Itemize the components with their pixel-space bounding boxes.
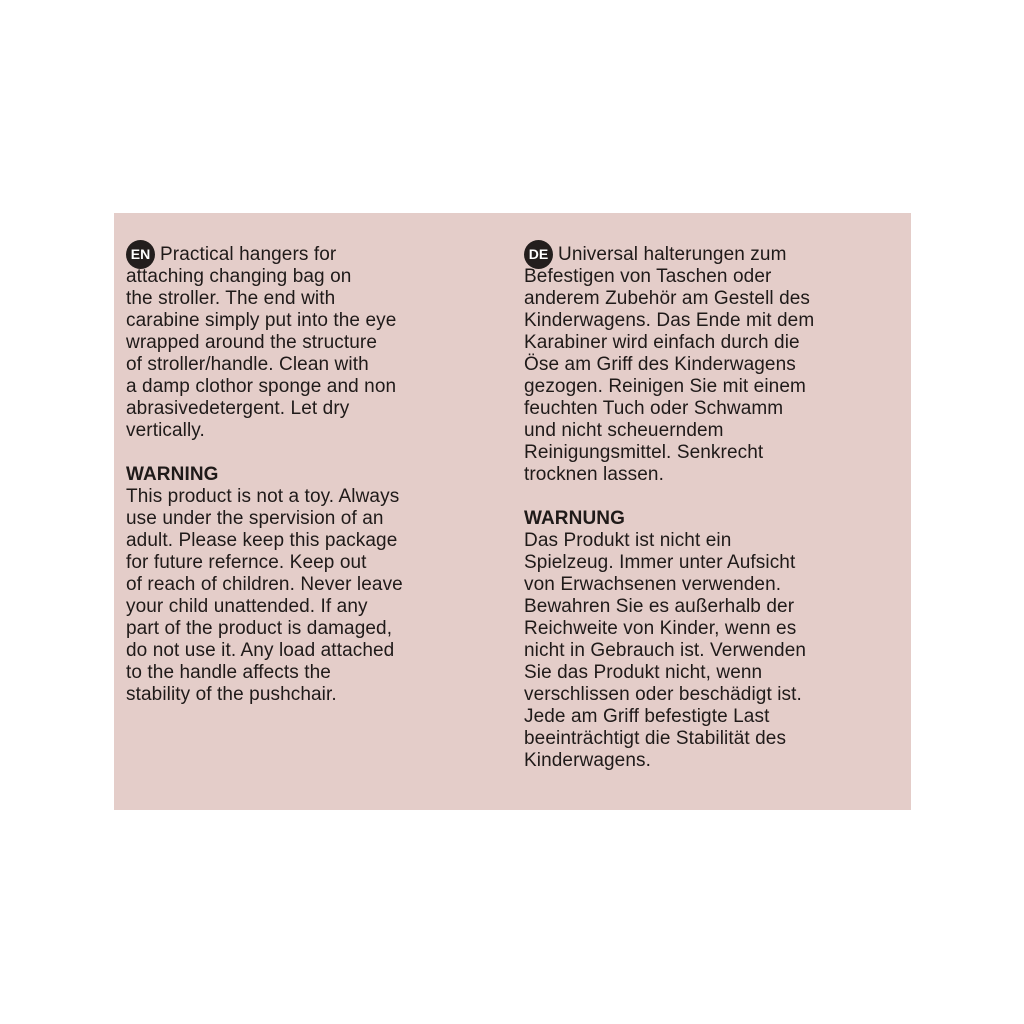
english-column — [126, 244, 456, 706]
german-warning-heading: WARNUNG — [524, 508, 625, 529]
english-warning-line: for future refernce. Keep out — [126, 552, 367, 573]
english-warning-line: of reach of children. Never leave — [126, 574, 403, 595]
english-warning-line: This product is not a toy. Always — [126, 486, 400, 507]
english-warning-line: to the handle affects the — [126, 662, 331, 683]
german-intro-line: gezogen. Reinigen Sie mit einem — [524, 376, 806, 397]
english-intro-line: Practical hangers for — [160, 244, 337, 265]
english-warning-line: stability of the pushchair. — [126, 684, 337, 705]
paragraph-gap — [524, 486, 869, 508]
paragraph-gap — [126, 442, 456, 464]
german-warning-line: Bewahren Sie es außerhalb der — [524, 596, 795, 617]
german-intro-line: Universal halterungen zum — [558, 244, 787, 265]
english-warning-heading: WARNING — [126, 464, 219, 485]
english-warning-line: adult. Please keep this package — [126, 530, 398, 551]
english-warning-line: part of the product is damaged, — [126, 618, 393, 639]
german-intro-line: trocknen lassen. — [524, 464, 664, 485]
german-intro-line: Karabiner wird einfach durch die — [524, 332, 800, 353]
german-intro-line: Befestigen von Taschen oder — [524, 266, 772, 287]
german-warning-line: beeinträchtigt die Stabilität des — [524, 728, 787, 749]
german-warning-line: Spielzeug. Immer unter Aufsicht — [524, 552, 796, 573]
german-intro-line: anderem Zubehör am Gestell des — [524, 288, 811, 309]
german-intro-line: feuchten Tuch oder Schwamm — [524, 398, 784, 419]
german-warning-line: von Erwachsenen verwenden. — [524, 574, 782, 595]
german-intro-line: Öse am Griff des Kinderwagens — [524, 354, 796, 375]
german-column — [524, 244, 869, 772]
english-intro-line: a damp clothor sponge and non — [126, 376, 397, 397]
english-intro-line: the stroller. The end with — [126, 288, 336, 309]
english-intro-line: attaching changing bag on — [126, 266, 352, 287]
english-intro-first-line — [126, 244, 456, 266]
german-warning-line: Kinderwagens. — [524, 750, 651, 771]
english-intro-line: abrasivedetergent. Let dry — [126, 398, 350, 419]
english-warning-line: your child unattended. If any — [126, 596, 368, 617]
english-warning-line: use under the spervision of an — [126, 508, 384, 529]
german-intro-line: und nicht scheuerndem — [524, 420, 724, 441]
english-intro-line: carabine simply put into the eye — [126, 310, 397, 331]
de-language-badge: DE — [524, 240, 553, 269]
german-warning-line: Jede am Griff befestigte Last — [524, 706, 770, 727]
german-intro-line: Reinigungsmittel. Senkrecht — [524, 442, 764, 463]
german-warning-line: nicht in Gebrauch ist. Verwenden — [524, 640, 807, 661]
german-intro-line: Kinderwagens. Das Ende mit dem — [524, 310, 815, 331]
english-intro-line: vertically. — [126, 420, 205, 441]
english-intro-line: wrapped around the structure — [126, 332, 378, 353]
english-warning-line: do not use it. Any load attached — [126, 640, 395, 661]
german-warning-line: Das Produkt ist nicht ein — [524, 530, 732, 551]
german-intro-first-line — [524, 244, 869, 266]
english-intro-line: of stroller/handle. Clean with — [126, 354, 369, 375]
german-warning-line: Reichweite von Kinder, wenn es — [524, 618, 797, 639]
en-language-badge: EN — [126, 240, 155, 269]
german-warning-line: verschlissen oder beschädigt ist. — [524, 684, 802, 705]
german-warning-line: Sie das Produkt nicht, wenn — [524, 662, 763, 683]
